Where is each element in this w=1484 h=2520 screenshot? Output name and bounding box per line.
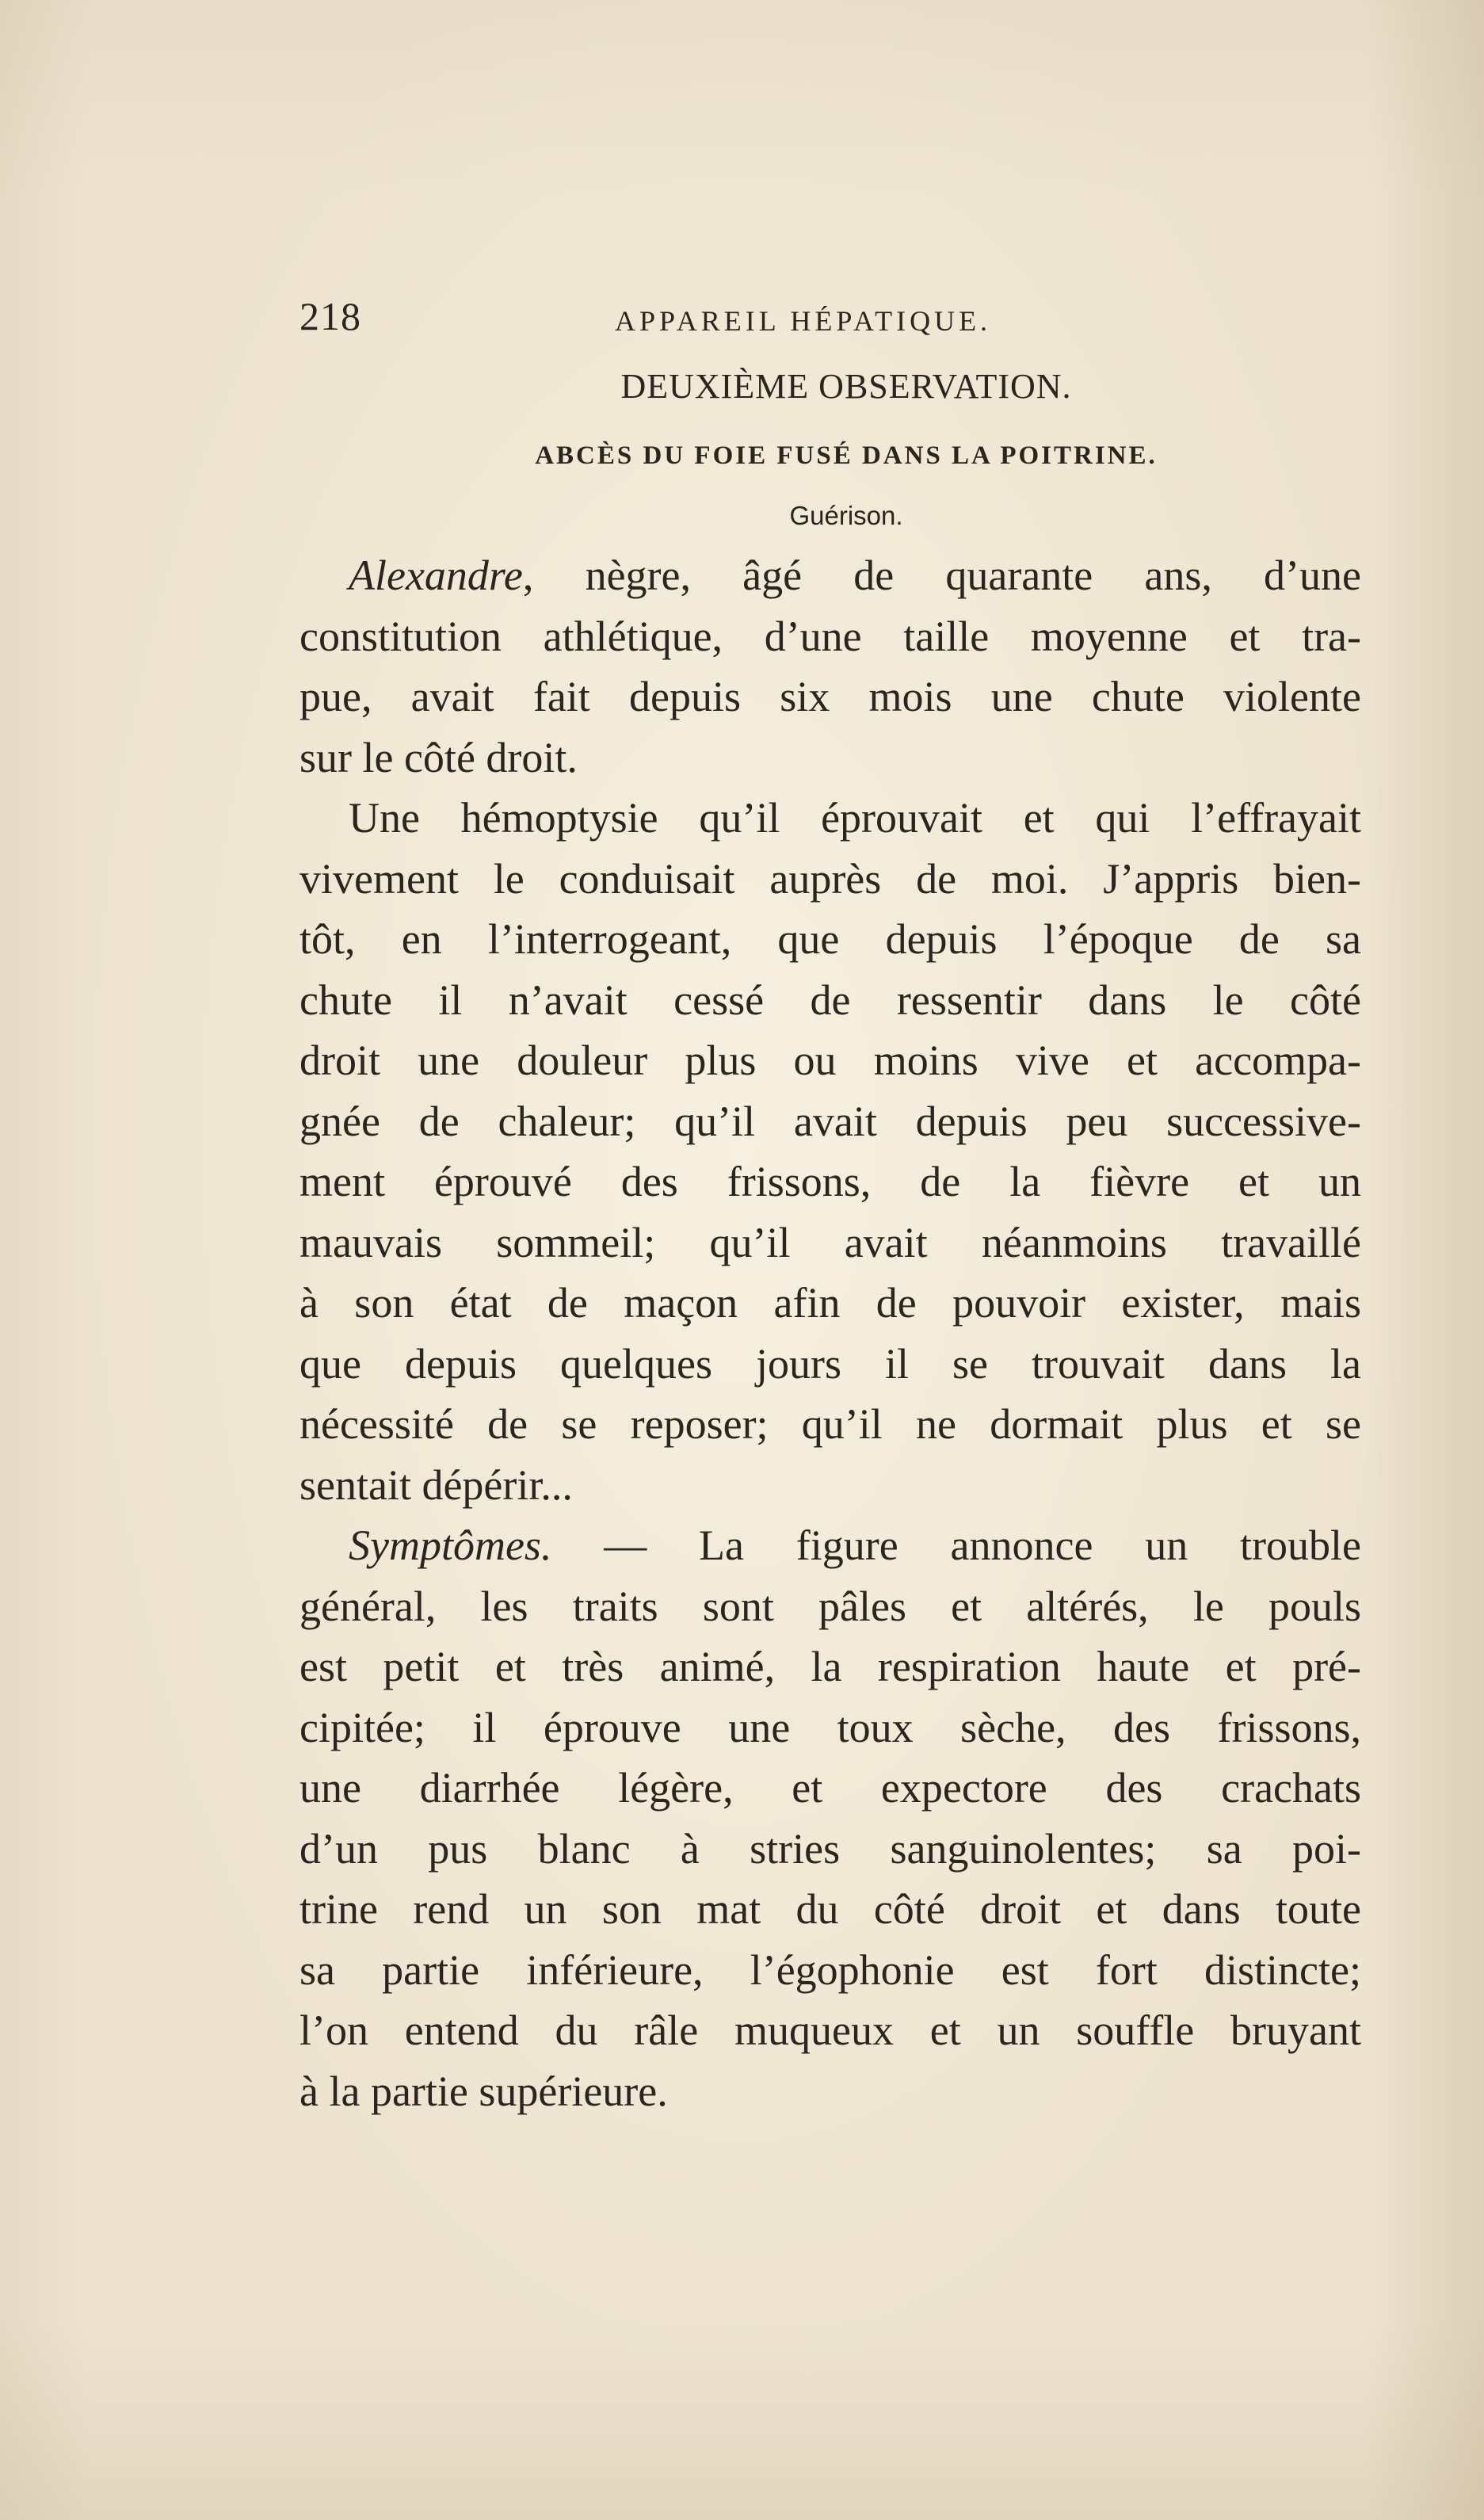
text-line xyxy=(299,970,1361,1031)
text-line xyxy=(299,909,1361,970)
text-line xyxy=(299,666,1361,727)
text-line xyxy=(299,2061,1361,2122)
text-line xyxy=(299,849,1361,910)
text-line xyxy=(299,1758,1361,1819)
text-line xyxy=(299,545,1361,606)
text-line xyxy=(299,1151,1361,1212)
text-line-content: , nègre, âgé de quarante ans, d’une xyxy=(522,552,1361,599)
text-line-content: est petit et très animé, la respiration haute et pré- xyxy=(299,1643,1361,1690)
text-line-content: général, les traits sont pâles et altérés, le pouls xyxy=(299,1582,1361,1630)
text-line-content: nécessité de se reposer; qu’il ne dormait plus et se xyxy=(299,1400,1361,1448)
text-line xyxy=(299,727,1361,788)
text-line xyxy=(299,1636,1361,1697)
text-line xyxy=(299,1030,1361,1091)
text-line xyxy=(299,1697,1361,1758)
text-line-content: ment éprouvé des frissons, de la fièvre et un xyxy=(299,1158,1361,1205)
observation-note: Guérison. xyxy=(789,501,903,530)
text-line-content: à la partie supérieure. xyxy=(299,2067,668,2115)
text-line-content: gnée de chaleur; qu’il avait depuis peu successive- xyxy=(299,1097,1361,1145)
text-line xyxy=(299,1819,1361,1880)
text-line xyxy=(299,2000,1361,2061)
book-page xyxy=(299,285,1361,2121)
section-label: Symptômes. xyxy=(349,1522,552,1569)
text-line xyxy=(299,1394,1361,1455)
observation-subtitle: ABCÈS DU FOIE FUSÉ DANS LA POITRINE. xyxy=(535,441,1158,470)
patient-name: Alexandre xyxy=(349,552,523,599)
text-line-content: à son état de maçon afin de pouvoir exister, mais xyxy=(299,1279,1361,1327)
text-line-content: mauvais sommeil; qu’il avait néanmoins travaillé xyxy=(299,1218,1361,1266)
text-line xyxy=(299,606,1361,667)
text-line xyxy=(299,1576,1361,1637)
text-line-content: — La figure annonce un trouble xyxy=(551,1522,1361,1569)
text-line-content: sur le côté droit. xyxy=(299,733,578,781)
observation-title: DEUXIÈME OBSERVATION. xyxy=(620,367,1072,406)
text-line xyxy=(299,1091,1361,1152)
text-line xyxy=(299,1334,1361,1395)
text-line-content: Une hémoptysie qu’il éprouvait et qui l’effrayait xyxy=(349,794,1361,842)
text-line xyxy=(299,788,1361,849)
text-line xyxy=(299,1455,1361,1516)
page-number: 218 xyxy=(299,294,361,338)
text-line-content: chute il n’avait cessé de ressentir dans le côté xyxy=(299,976,1361,1024)
text-line xyxy=(299,1940,1361,2001)
running-title: APPAREIL HÉPATIQUE. xyxy=(615,305,992,337)
text-line-content: que depuis quelques jours il se trouvait dans la xyxy=(299,1339,1361,1388)
text-line-content: l’on entend du râle muqueux et un souffle bruyant xyxy=(299,2006,1361,2054)
text-line xyxy=(299,1515,1361,1576)
text-line-content: sa partie inférieure, l’égophonie est fort distincte; xyxy=(299,1945,1361,1994)
body-text xyxy=(299,545,1361,2121)
text-line xyxy=(299,1273,1361,1334)
text-line-content: droit une douleur plus ou moins vive et accompa- xyxy=(299,1037,1361,1084)
running-head xyxy=(299,285,1361,357)
text-line-content: trine rend un son mat du côté droit et dans toute xyxy=(299,1885,1361,1933)
text-line-content: une diarrhée légère, et expectore des crachats xyxy=(299,1764,1361,1812)
text-line xyxy=(299,1879,1361,1940)
text-line-content: tôt, en l’interrogeant, que depuis l’époque de sa xyxy=(299,915,1361,963)
text-line-content: vivement le conduisait auprès de moi. J’appris bien- xyxy=(299,854,1361,903)
text-line-content: constitution athlétique, d’une taille moyenne et tra- xyxy=(299,612,1361,660)
text-line-content: pue, avait fait depuis six mois une chute violente xyxy=(299,673,1361,720)
text-line-content: cipitée; il éprouve une toux sèche, des frissons, xyxy=(299,1703,1361,1751)
text-line-content: d’un pus blanc à stries sanguinolentes; sa poi- xyxy=(299,1824,1361,1873)
text-line xyxy=(299,1212,1361,1273)
text-line-content: sentait dépérir... xyxy=(299,1460,573,1509)
